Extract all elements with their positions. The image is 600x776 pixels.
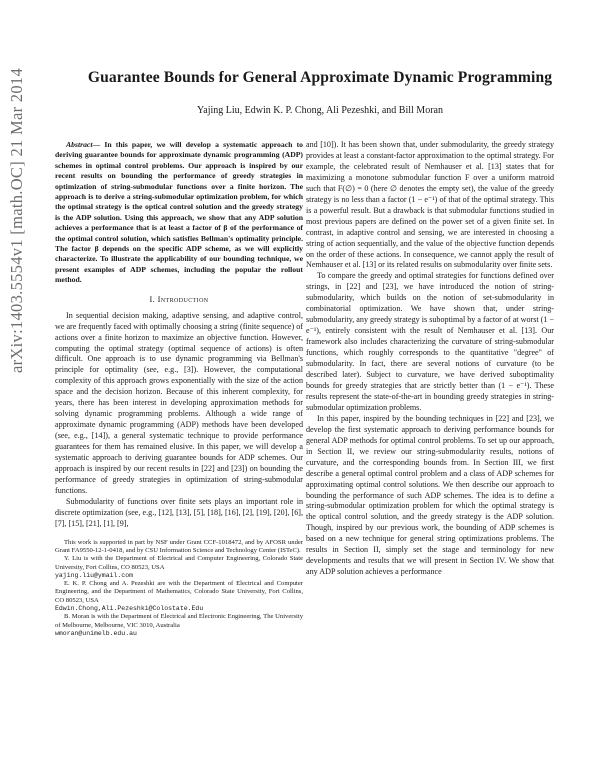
footnote-funding: This work is supported in part by NSF under Grant CCF-1018472, and by AFOSR under Grant FA9550-12-1-0418, and by CSU Information Science and Technology Center (ISTeC).: [55, 538, 303, 554]
body-paragraph: In sequential decision making, adaptive sensing, and adaptive control, we are frequently faced with optimally choosing a string (finite sequence) of actions over a finite horizon to maximize an objective function. However, computing the optimal strategy (optimal sequence of actions) is often difficult. One approach is to use dynamic programming via Bellman's principle for optimality (see, e.g., [3]). However, the computational complexity of this approach grows exponentially with the size of the action space and the decision horizon. Because of this inherent complexity, for years, there has been interest in developing approximation methods for solving dynamic programming problems. Although a wide range of approximate dynamic programming (ADP) methods have been developed (see, e.g., [14]), a general systematic technique to provide performance guarantees for them has remained elusive. In this paper, we will develop a systematic approach to deriving guarantee bounds for ADP schemes. Our approach is inspired by our recent results in [22] and [23]) on bounding the performance of greedy strategies in optimization of string-submodular functions.: [55, 310, 303, 495]
body-paragraph: Submodularity of functions over finite sets plays an important role in discrete optimization (see, e.g., [12], [13], [5], [18], [16], [2], [19], [20], [6], [7], [15], [21], [1], [9],: [55, 496, 303, 528]
email-moran[interactable]: wmoran@unimelb.edu.au: [55, 629, 137, 637]
abstract-lead: Abstract: [66, 140, 93, 149]
body-paragraph: and [10]). It has been shown that, under submodularity, the greedy strategy provides at least a constant-factor approximation to the optimal strategy. For example, the celebrated result of Nemhauser et al. [13] states that for maximizing a monotone submodular function F over a uniform matroid such that F(∅) = 0 (here ∅ denotes the empty set), the value of the greedy strategy is no less than a factor (1 − e⁻¹) of that of the optimal strategy. This is a powerful result. But a drawback is that submodular functions studied in most previous papers are defined on the power set of a given finite set. In contrast, in adaptive control and sensing, we are interested in choosing a string of action sequentially, and the value of the objective function depends on the order of these actions. In consequence, we cannot apply the result of Nemhauser et al. [13] or its related results on submodularity over finite sets.: [306, 140, 554, 270]
email-chong-pezeshki[interactable]: Edwin.Chong,Ali.Pezeshki@Colostate.Edu: [55, 605, 204, 613]
right-column: [306, 140, 554, 578]
email-liu[interactable]: yajing.liu@ymail.com: [55, 571, 134, 579]
abstract-text: — In this paper, we will develop a systematic approach to deriving guarantee bounds for approximate dynamic programming (ADP) schemes in optimal control problems. Our approach is inspired by our recent results on bounding the performance of greedy strategies in optimization of string-submodular functions over a finite horizon. The approach is to derive a string-submodular optimization problem, for which the optimal strategy is the optical control solution and the greedy strategy is the ADP solution. Using this approach, we show that any ADP solution achieves a performance that is at least a factor of β of the performance of the optimal control solution, which satisfies Bellman's optimality principle. The factor β depends on the specific ADP scheme, as we will explicitly characterize. To illustrate the applicability of our bounding technique, we present examples of ADP schemes, including the popular the rollout method.: [55, 140, 303, 285]
footnote-liu: Y. Liu is with the Department of Electrical and Computer Engineering, Colorado State University, Fort Collins, CO 80523, USA yajing.liu@ymail.com: [55, 555, 303, 579]
abstract: [55, 140, 303, 286]
left-column: [55, 140, 303, 638]
body-paragraph: To compare the greedy and optimal strategies for functions defined over strings, in [22] and [23], we have introduced the notion of string-submodularity, which builds on the notion of set-submodularity in combinatorial optimization. We have shown that, under string-submodularity, any greedy strategy is suboptimal by a factor of at worst (1 − e⁻¹), entirely consistent with the result of Nemhauser et al. [13]. Our framework also includes characterizing the curvature of string-submodular functions, which roughly corresponds to the quantitative "degree" of submodularity. In fact, there are several notions of curvature (to be described later). Subject to curvature, we have derived suboptimality bounds for greedy strategies that are strictly better than (1 − e⁻¹). These results represent the state-of-the-art in bounding greedy strategies in string-submodular optimization problems.: [306, 271, 554, 412]
section-heading-introduction: I. Introduction: [149, 294, 209, 304]
arxiv-stamp: arXiv:1403.5554v1 [math.OC] 21 Mar 2014: [7, 68, 26, 373]
body-paragraph: In this paper, inspired by the bounding techniques in [22] and [23], we develop the first systematic approach to deriving performance bounds for general ADP methods for optimal control problems. To set up our approach, in Section II, we review our string-submodularity results, notions of curvature, and the corresponding bounds from. In Section III, we first describe a general optimal control problem and a class of ADP schemes for approximating optimal control solutions. We then describe our approach to bounding the performance of such ADP schemes. The idea is to define a string-submodular optimization problem for which the optimal strategy is the optical control solution, and the greedy strategy is the ADP solution. Though, inspired by our previous work, the bounding of ADP schemes is based on a new technique for general string optimizations problems. The results in Section II, simply set the stage and terminology for new developments and results that we will present in Section IV. We show that any ADP solution achieves a performance: [306, 413, 554, 577]
paper-title: Guarantee Bounds for General Approximate Dynamic Programming: [87, 69, 553, 86]
footnote-chong-pezeshki: E. K. P. Chong and A. Pezeshki are with the Department of Electrical and Computer Engineering, and the Department of Mathematics, Colorado State University, Fort Collins, CO 80523, USA Edwin.Chong,Ali.Pezeshki@Colostate.Edu: [55, 580, 303, 613]
paper-authors: Yajing Liu, Edwin K. P. Chong, Ali Pezeshki, and Bill Moran: [197, 105, 443, 116]
footnote-moran: B. Moran is with the Department of Electrical and Electronic Engineering, The University of Melbourne, Melbourne, VIC 3010, Australia wmoran@unimelb.edu.au: [55, 613, 303, 637]
footnotes: [55, 539, 303, 639]
